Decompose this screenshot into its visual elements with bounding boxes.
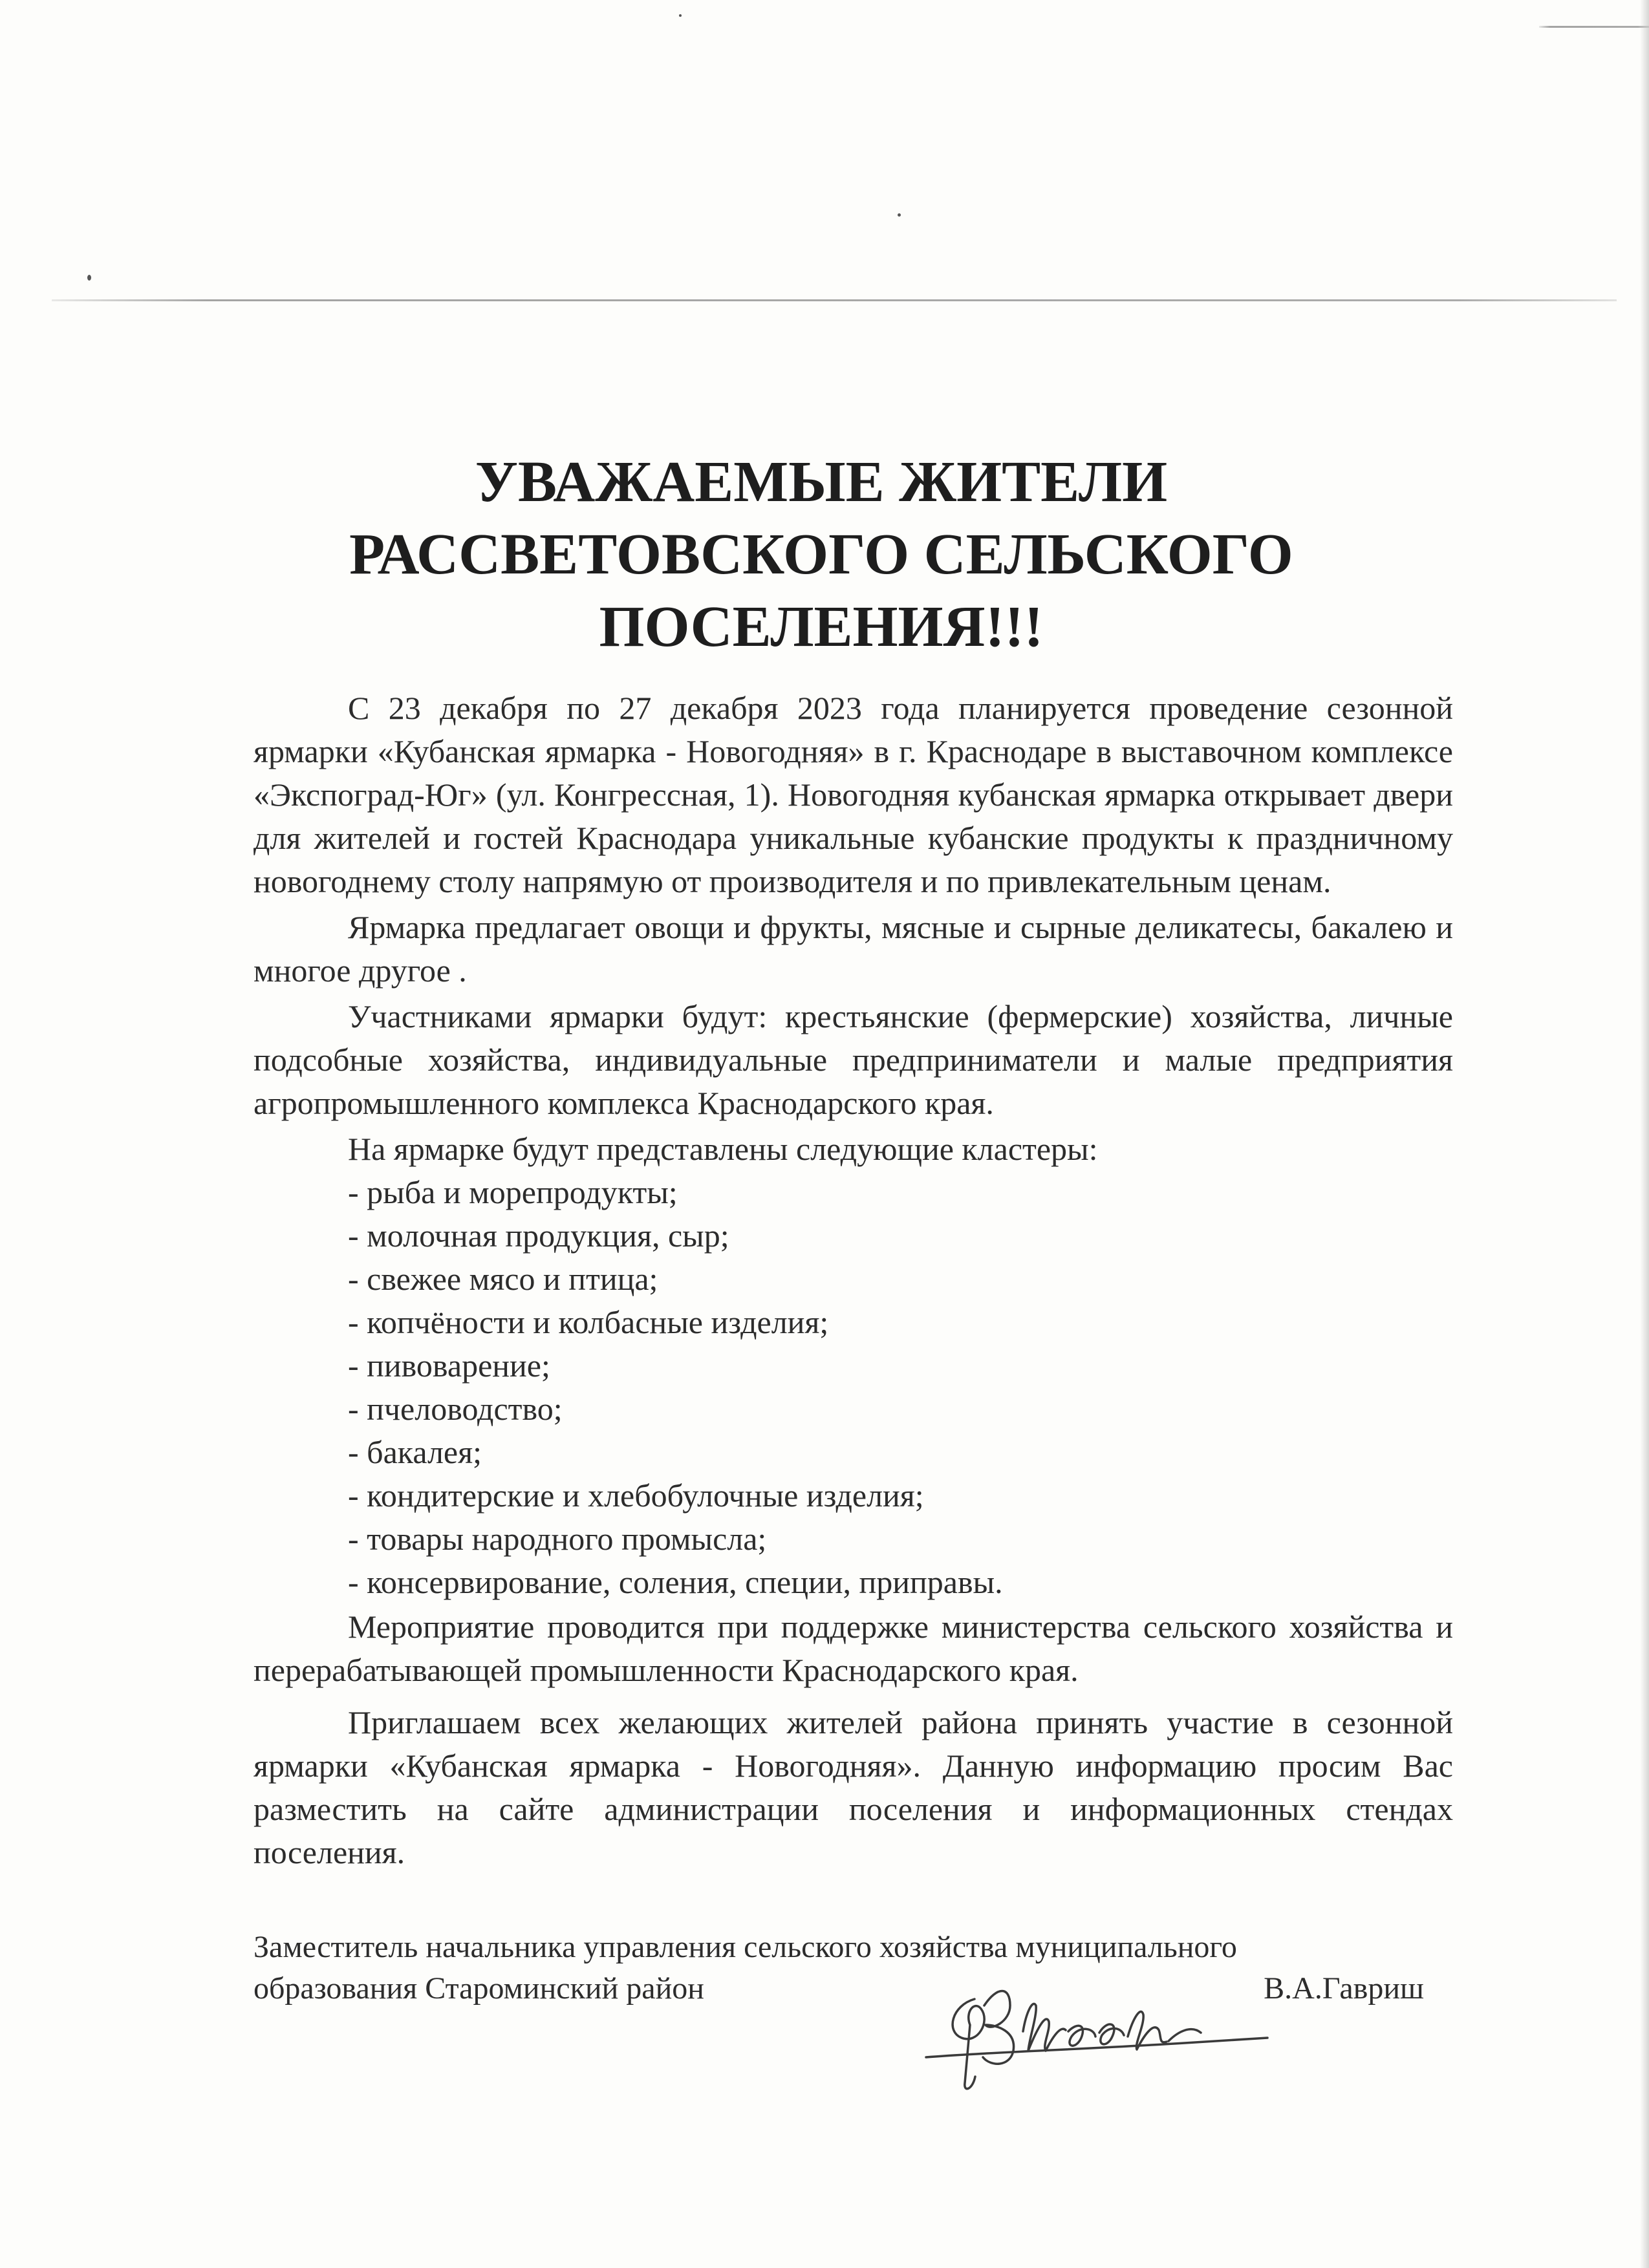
- offer-paragraph: Ярмарка предлагает овощи и фрукты, мясные и сырные деликатесы, бакалею и многое другое .: [253, 909, 1453, 989]
- scan-speck: [87, 275, 91, 281]
- signature-block: [253, 1927, 1456, 2009]
- title-line-2: РАССВЕТОВСКОГО СЕЛЬСКОГО: [349, 522, 1293, 586]
- list-item: - копчёности и колбасные изделия;: [348, 1304, 829, 1340]
- notice-title: [259, 446, 1384, 663]
- notice-body: [253, 687, 1453, 1877]
- clusters-intro: На ярмарке будут представлены следующие кластеры:: [348, 1131, 1098, 1167]
- signer-name: В.А.Гавриш: [1264, 1971, 1424, 2006]
- clusters-list: [253, 1171, 1453, 1604]
- list-item: - молочная продукция, сыр;: [348, 1217, 729, 1254]
- scan-artifact-line-middle: [52, 299, 1617, 301]
- signer-position-line-2: образования Староминский район: [253, 1971, 704, 2006]
- invite-paragraph: Приглашаем всех желающих жителей района принять участие в сезонной ярмарки «Кубанская ярмарка - Новогодняя». Данную информацию просим Вас разместить на сайте администрации поселения и информационных стендах поселения.: [253, 1704, 1453, 1870]
- list-item: - свежее мясо и птица;: [348, 1261, 658, 1297]
- list-item: - консервирование, соления, специи, приправы.: [348, 1564, 1003, 1600]
- scan-edge-shadow: [1640, 0, 1649, 2268]
- title-line-3: ПОСЕЛЕНИЯ!!!: [599, 595, 1044, 659]
- scan-speck: [898, 213, 901, 217]
- list-item: - кондитерские и хлебобулочные изделия;: [348, 1477, 924, 1514]
- handwritten-signature: [913, 1960, 1275, 2115]
- list-item: - рыба и морепродукты;: [348, 1174, 678, 1210]
- scan-speck: [679, 14, 682, 17]
- list-item: - пивоварение;: [348, 1347, 550, 1384]
- title-line-1: УВАЖАЕМЫЕ ЖИТЕЛИ: [475, 450, 1168, 514]
- support-paragraph: Мероприятие проводится при поддержке министерства сельского хозяйства и перерабатывающей промышленности Краснодарского края.: [253, 1609, 1453, 1688]
- scan-artifact-line-top: [1539, 26, 1649, 28]
- signature-row: [253, 1968, 1456, 2009]
- list-item: - товары народного промысла;: [348, 1521, 767, 1557]
- list-item: - пчеловодство;: [348, 1391, 563, 1427]
- signer-position-line-1: Заместитель начальника управления сельского хозяйства муниципального: [253, 1930, 1237, 1964]
- participants-paragraph: Участниками ярмарки будут: крестьянские (фермерские) хозяйства, личные подсобные хозяйства, индивидуальные предприниматели и малые предприятия агропромышленного комплекса Краснодарского края.: [253, 998, 1453, 1121]
- list-item: - бакалея;: [348, 1434, 482, 1470]
- intro-paragraph: С 23 декабря по 27 декабря 2023 года планируется проведение сезонной ярмарки «Кубанская ярмарка - Новогодняя» в г. Краснодаре в выставочном комплексе «Экспоград-Юг» (ул. Конгрессная, 1). Новогодняя кубанская ярмарка открывает двери для жителей и гостей Краснодара уникальные кубанские продукты к праздничному новогоднему столу напрямую от производителя и по привлекательным ценам.: [253, 690, 1453, 899]
